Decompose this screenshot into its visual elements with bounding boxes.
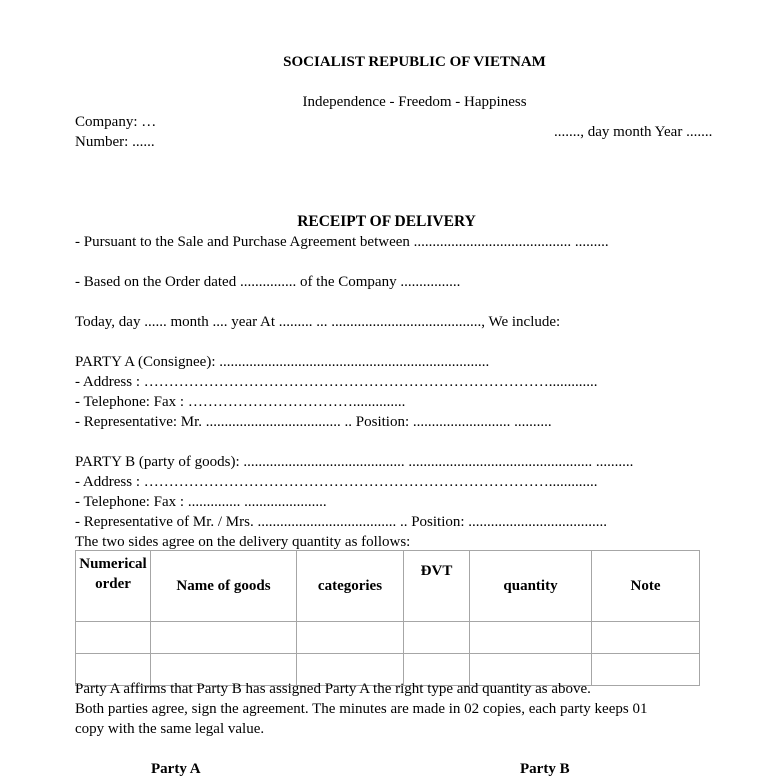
party-a-heading: PARTY A (Consignee): ........................................................................ xyxy=(75,354,490,370)
table-cell xyxy=(151,622,297,654)
intro-agreement: - Pursuant to the Sale and Purchase Agreement between .......................................... ......... xyxy=(75,234,609,250)
col-quantity: quantity xyxy=(470,551,592,622)
table-cell xyxy=(470,622,592,654)
col-numerical-order: Numerical order xyxy=(76,551,151,622)
table-cell xyxy=(297,622,404,654)
intro-today: Today, day ...... month .... year At ......... ... ........................................, We include: xyxy=(75,314,561,330)
document-title: RECEIPT OF DELIVERY xyxy=(297,213,476,230)
country-heading: SOCIALIST REPUBLIC OF VIETNAM xyxy=(283,54,546,70)
agree-text: The two sides agree on the delivery quantity as follows: xyxy=(75,534,411,550)
party-b-telephone: - Telephone: Fax : .............. ...................... xyxy=(75,494,327,510)
party-b-representative: - Representative of Mr. / Mrs. ..................................... .. Position: ..................................... xyxy=(75,514,608,530)
table-cell xyxy=(592,654,700,686)
signature-party-a: Party A xyxy=(151,761,201,777)
table-row xyxy=(76,622,700,654)
party-b-address: - Address : ………………………………………………………………………............. xyxy=(75,474,598,490)
closing-affirm: Party A affirms that Party B has assigned Party A the right type and quantity as above. xyxy=(75,681,591,697)
party-b-heading: PARTY B (party of goods): ........................................... ................................................. .......... xyxy=(75,454,634,470)
party-a-telephone: - Telephone: Fax : …………………………….............. xyxy=(75,394,406,410)
number-line: Number: ...... xyxy=(75,134,155,150)
table-cell xyxy=(76,622,151,654)
closing-copies: copy with the same legal value. xyxy=(75,721,265,737)
table-cell xyxy=(404,622,470,654)
col-name-of-goods: Name of goods xyxy=(151,551,297,622)
date-line: ......., day month Year ....... xyxy=(554,124,713,140)
intro-order: - Based on the Order dated ............... of the Company ................ xyxy=(75,274,461,290)
party-a-representative: - Representative: Mr. .................................... .. Position: .......................... .......... xyxy=(75,414,552,430)
table-header-row xyxy=(76,551,700,622)
col-categories: categories xyxy=(297,551,404,622)
party-a-address: - Address : ………………………………………………………………………............. xyxy=(75,374,598,390)
delivery-table xyxy=(75,550,700,686)
motto: Independence - Freedom - Happiness xyxy=(302,94,527,110)
company-line: Company: … xyxy=(75,114,157,130)
table-cell xyxy=(592,622,700,654)
col-note: Note xyxy=(592,551,700,622)
signature-party-b: Party B xyxy=(520,761,570,777)
col-dvt: ĐVT xyxy=(404,551,470,622)
closing-agree: Both parties agree, sign the agreement. The minutes are made in 02 copies, each party keeps 01 xyxy=(75,701,648,717)
